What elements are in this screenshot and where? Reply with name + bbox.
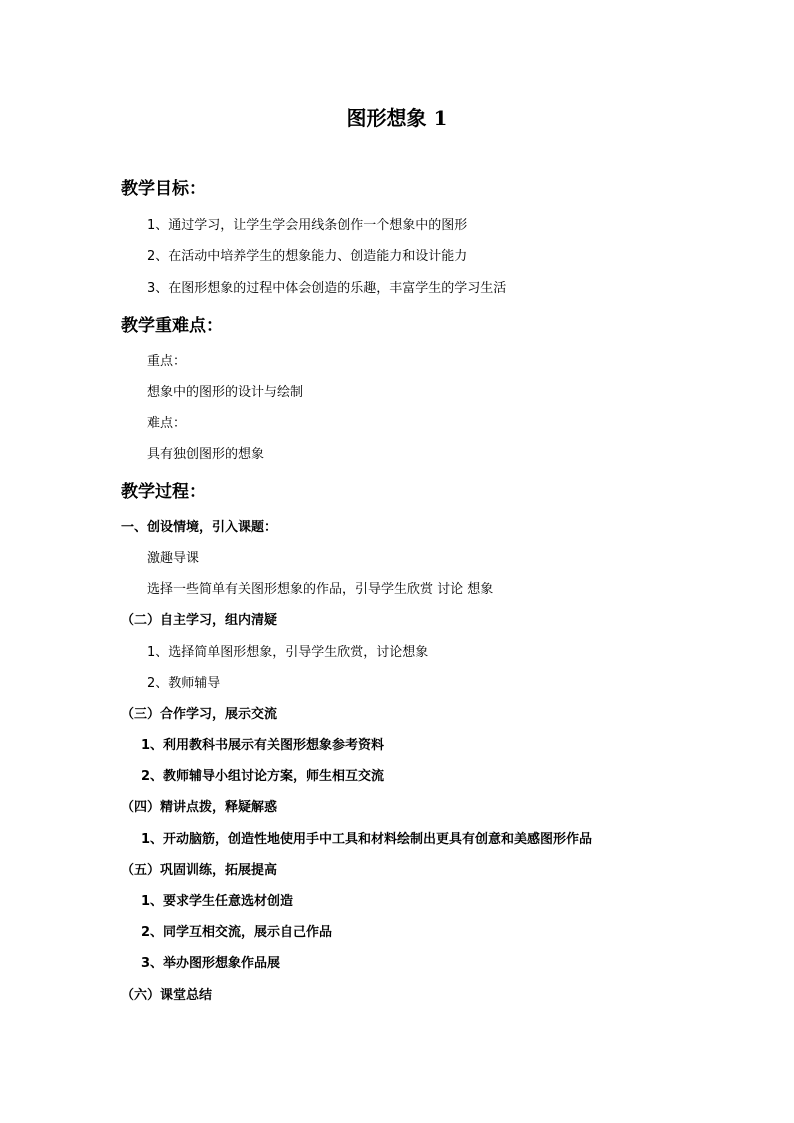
section-1-heading: 一、创设情境，引入课题： <box>121 520 278 535</box>
key-points-heading: 教学重难点： <box>121 316 223 336</box>
key-point-text: 想象中的图形的设计与绘制 <box>147 385 304 400</box>
difficulty-text: 具有独创图形的想象 <box>147 447 265 462</box>
difficulty-label: 难点： <box>147 416 187 431</box>
objective-item-1: 1、通过学习，让学生学会用线条创作一个想象中的图形 <box>147 218 468 233</box>
section-2-item-2: 2、教师辅导 <box>147 676 221 691</box>
section-3-item-2: 2、教师辅导小组讨论方案，师生相互交流 <box>141 769 385 784</box>
section-5-item-1: 1、要求学生任意选材创造 <box>141 894 294 909</box>
objectives-heading: 教学目标： <box>121 179 206 199</box>
section-5-item-2: 2、同学互相交流，展示自己作品 <box>141 925 333 940</box>
section-5-heading: （五）巩固训练，拓展提高 <box>121 863 278 878</box>
objective-item-3: 3、在图形想象的过程中体会创造的乐趣，丰富学生的学习生活 <box>147 281 507 296</box>
section-1-item-2: 选择一些简单有关图形想象的作品，引导学生欣赏 讨论 想象 <box>147 582 494 597</box>
section-5-item-3: 3、举办图形想象作品展 <box>141 956 281 971</box>
section-6-heading: （六）课堂总结 <box>121 988 213 1003</box>
process-heading: 教学过程： <box>121 482 206 502</box>
document-title: 图形想象 1 <box>346 106 448 130</box>
section-2-heading: （二）自主学习，组内清疑 <box>121 613 278 628</box>
section-3-heading: （三）合作学习，展示交流 <box>121 707 278 722</box>
section-4-item-1: 1、开动脑筋，创造性地使用手中工具和材料绘制出更具有创意和美感图形作品 <box>141 832 593 847</box>
section-3-item-1: 1、利用教科书展示有关图形想象参考资料 <box>141 738 385 753</box>
key-point-label: 重点： <box>147 354 187 369</box>
section-4-heading: （四）精讲点拨，释疑解惑 <box>121 800 278 815</box>
section-2-item-1: 1、选择简单图形想象，引导学生欣赏，讨论想象 <box>147 645 429 660</box>
objective-item-2: 2、在活动中培养学生的想象能力、创造能力和设计能力 <box>147 249 468 264</box>
section-1-item-1: 激趣导课 <box>147 551 200 566</box>
